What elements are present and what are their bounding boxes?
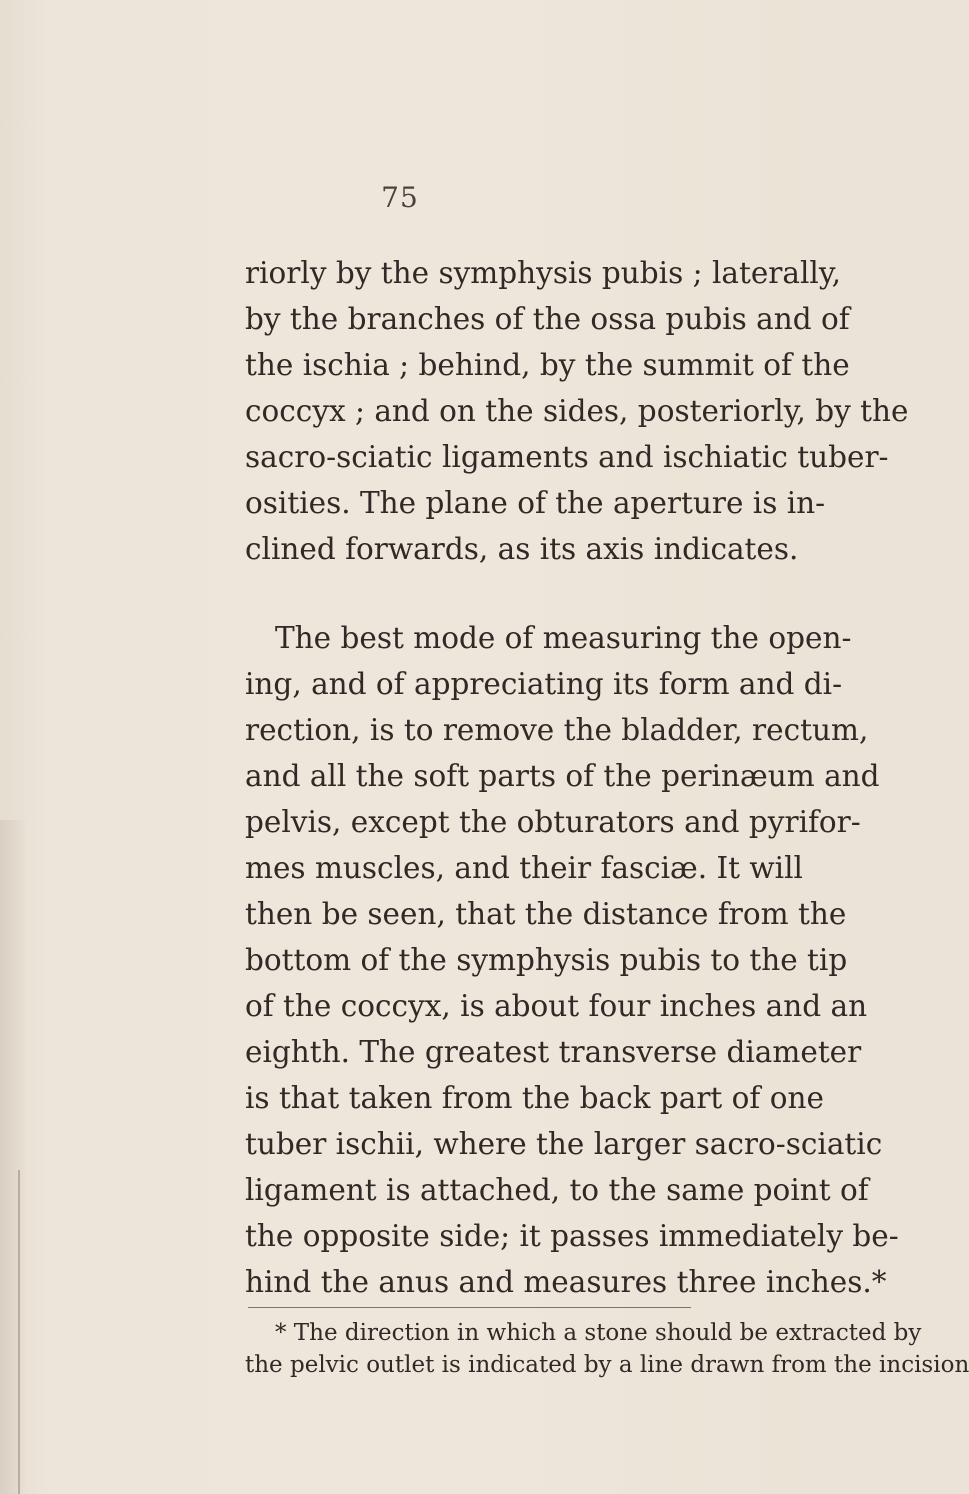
text-line: the opposite side; it passes immediately be- bbox=[245, 1219, 899, 1253]
page-edge-line bbox=[18, 1170, 20, 1494]
text-line: ligament is attached, to the same point of bbox=[245, 1173, 869, 1207]
footnote-line: the pelvic outlet is indicated by a line drawn from the incision bbox=[245, 1352, 969, 1378]
text-line: The best mode of measuring the open- bbox=[275, 621, 852, 655]
text-line: sacro-sciatic ligaments and ischiatic tuber- bbox=[245, 440, 889, 474]
footnote-line: * The direction in which a stone should be extracted by bbox=[275, 1320, 922, 1346]
text-line: the ischia ; behind, by the summit of the bbox=[245, 348, 850, 382]
text-line: eighth. The greatest transverse diameter bbox=[245, 1035, 862, 1069]
text-line: mes muscles, and their fasciæ. It will bbox=[245, 851, 803, 885]
page-edge-shadow bbox=[0, 820, 26, 1494]
text-line: rection, is to remove the bladder, rectum, bbox=[245, 713, 869, 747]
page-number: 75 bbox=[381, 181, 419, 214]
text-line: is that taken from the back part of one bbox=[245, 1081, 824, 1115]
text-line: ing, and of appreciating its form and di- bbox=[245, 667, 843, 701]
text-line: coccyx ; and on the sides, posteriorly, by the bbox=[245, 394, 909, 428]
footnote-rule bbox=[248, 1307, 691, 1308]
text-line: osities. The plane of the aperture is in- bbox=[245, 486, 826, 520]
text-line: of the coccyx, is about four inches and an bbox=[245, 989, 868, 1023]
text-line: by the branches of the ossa pubis and of bbox=[245, 302, 850, 336]
text-line: tuber ischii, where the larger sacro-sciatic bbox=[245, 1127, 883, 1161]
text-line: bottom of the symphysis pubis to the tip bbox=[245, 943, 848, 977]
text-line: hind the anus and measures three inches.* bbox=[245, 1265, 887, 1299]
text-line: then be seen, that the distance from the bbox=[245, 897, 847, 931]
text-line: riorly by the symphysis pubis ; laterally, bbox=[245, 256, 841, 290]
text-line: clined forwards, as its axis indicates. bbox=[245, 532, 799, 566]
text-line: and all the soft parts of the perinæum and bbox=[245, 759, 880, 793]
text-line: pelvis, except the obturators and pyrifor- bbox=[245, 805, 861, 839]
